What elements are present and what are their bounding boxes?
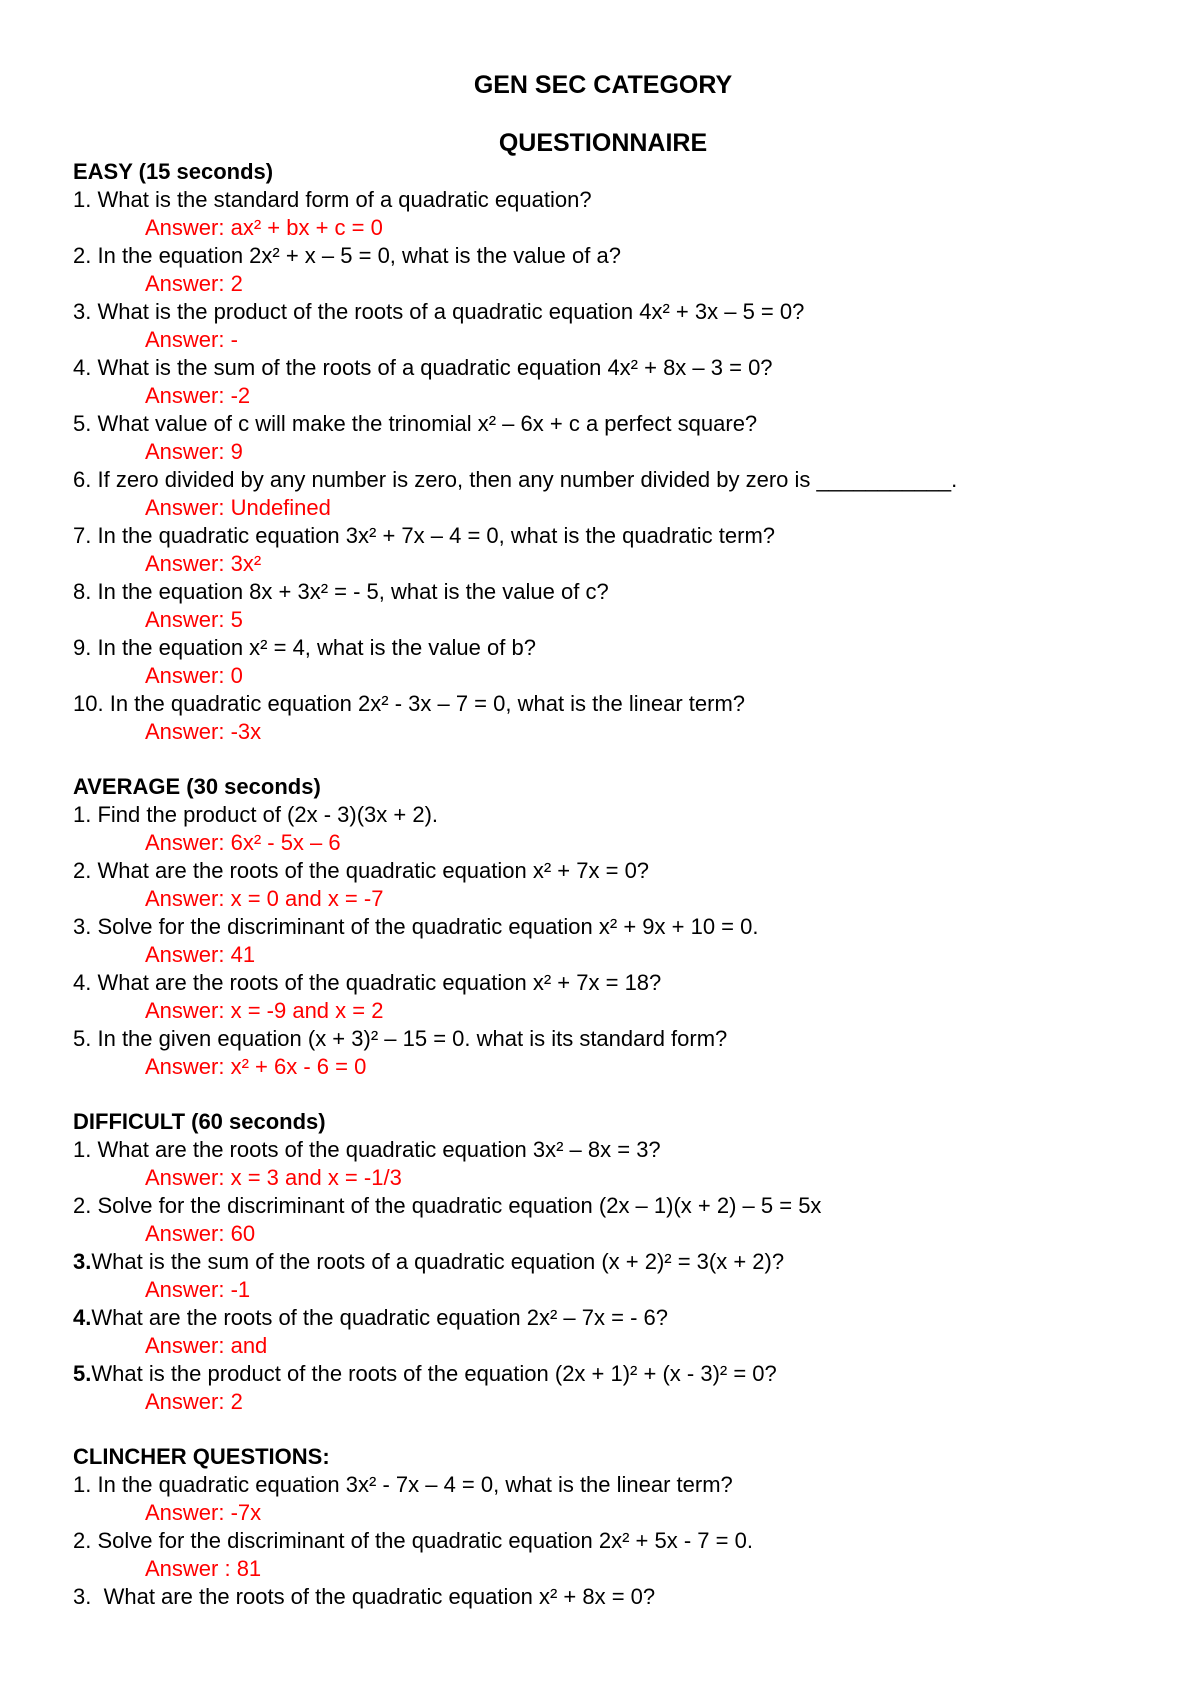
answer: Answer: 60	[145, 1221, 256, 1246]
question	[73, 186, 1133, 214]
answer: Answer: 6x² - 5x – 6	[145, 830, 341, 855]
question-text: In the equation x² = 4, what is the value of b?	[97, 635, 536, 660]
answer: Answer: x = 0 and x = -7	[145, 886, 384, 911]
question	[73, 690, 1133, 718]
section-difficult	[73, 1108, 1133, 1416]
question-text: What is the sum of the roots of a quadratic equation (x + 2)² = 3(x + 2)?	[91, 1249, 785, 1274]
section-heading: EASY (15 seconds)	[73, 159, 274, 184]
question-text: In the quadratic equation 2x² - 3x – 7 = 0, what is the linear term?	[109, 691, 746, 716]
question-number: 2.	[73, 1193, 92, 1218]
answer: Answer : 81	[145, 1556, 262, 1581]
question-number: 1.	[73, 1137, 92, 1162]
question-number: 4.	[73, 355, 92, 380]
answer: Answer: 41	[145, 942, 256, 967]
question-text: What are the roots of the quadratic equation x² + 7x = 0?	[97, 858, 650, 883]
question-text: Find the product of (2x - 3)(3x + 2).	[97, 802, 439, 827]
question-text: What is the sum of the roots of a quadratic equation 4x² + 8x – 3 = 0?	[97, 355, 773, 380]
answer: Answer: -1	[145, 1277, 251, 1302]
document-title: GEN SEC CATEGORY	[473, 71, 733, 99]
answer: Answer: 0	[145, 663, 243, 688]
question-text: Solve for the discriminant of the quadratic equation 2x² + 5x - 7 = 0.	[97, 1528, 753, 1553]
document-page	[73, 70, 1133, 1611]
answer: Answer: x² + 6x - 6 = 0	[145, 1054, 367, 1079]
answer: Answer: 2	[145, 271, 243, 296]
question	[73, 801, 1133, 829]
question-number: 5.	[73, 411, 92, 436]
question	[73, 634, 1133, 662]
answer: Answer: ax² + bx + c = 0	[145, 215, 383, 240]
question	[73, 1192, 1133, 1220]
question	[73, 242, 1133, 270]
question-number: 2.	[73, 858, 92, 883]
question-text: In the quadratic equation 3x² + 7x – 4 = 0, what is the quadratic term?	[97, 523, 776, 548]
question	[73, 1583, 1133, 1611]
question-text: In the given equation (x + 3)² – 15 = 0. what is its standard form?	[97, 1026, 728, 1051]
question	[73, 1527, 1133, 1555]
question	[73, 354, 1133, 382]
question	[73, 913, 1133, 941]
answer: Answer: 3x²	[145, 551, 262, 576]
question	[73, 1304, 1133, 1332]
answer: Answer: -7x	[145, 1500, 262, 1525]
question-number: 4.	[73, 1305, 92, 1330]
question-text: What is the product of the roots of a quadratic equation 4x² + 3x – 5 = 0?	[97, 299, 805, 324]
question	[73, 578, 1133, 606]
question-number: 3.	[73, 914, 92, 939]
section-average	[73, 773, 1133, 1081]
question-text: Solve for the discriminant of the quadratic equation (2x – 1)(x + 2) – 5 = 5x	[97, 1193, 822, 1218]
question-number: 3.	[73, 1249, 92, 1274]
section-heading: AVERAGE (30 seconds)	[73, 774, 321, 799]
question-number: 6.	[73, 467, 92, 492]
question-text: In the equation 2x² + x – 5 = 0, what is the value of a?	[97, 243, 621, 268]
question-text: What is the standard form of a quadratic equation?	[97, 187, 592, 212]
section-clincher	[73, 1443, 1133, 1611]
answer: Answer: Undefined	[145, 495, 331, 520]
question	[73, 298, 1133, 326]
answer: Answer: x = 3 and x = -1/3	[145, 1165, 402, 1190]
question-text: What are the roots of the quadratic equation x² + 8x = 0?	[97, 1584, 656, 1609]
answer: Answer: and	[145, 1333, 268, 1358]
question-number: 3.	[73, 299, 92, 324]
question-number: 3.	[73, 1584, 92, 1609]
question-text: What are the roots of the quadratic equation 2x² – 7x = - 6?	[91, 1305, 668, 1330]
section-easy	[73, 158, 1133, 746]
section-heading: CLINCHER QUESTIONS:	[73, 1444, 330, 1469]
answer: Answer: 2	[145, 1389, 243, 1414]
answer: Answer: -3x	[145, 719, 262, 744]
answer: Answer: -	[145, 327, 238, 352]
answer: Answer: x = -9 and x = 2	[145, 998, 384, 1023]
question-number: 1.	[73, 187, 92, 212]
question-text: Solve for the discriminant of the quadratic equation x² + 9x + 10 = 0.	[97, 914, 759, 939]
question-text: If zero divided by any number is zero, then any number divided by zero is ___________.	[97, 467, 958, 492]
question-number: 7.	[73, 523, 92, 548]
question	[73, 1360, 1133, 1388]
question-number: 1.	[73, 802, 92, 827]
question-number: 5.	[73, 1026, 92, 1051]
question-number: 1.	[73, 1472, 92, 1497]
question	[73, 1025, 1133, 1053]
question-number: 10.	[73, 691, 104, 716]
question-number: 2.	[73, 243, 92, 268]
question	[73, 969, 1133, 997]
question-text: What are the roots of the quadratic equation x² + 7x = 18?	[97, 970, 662, 995]
question	[73, 410, 1133, 438]
question-text: What are the roots of the quadratic equation 3x² – 8x = 3?	[97, 1137, 661, 1162]
section-heading: DIFFICULT (60 seconds)	[73, 1109, 326, 1134]
question	[73, 857, 1133, 885]
question-text: In the quadratic equation 3x² - 7x – 4 = 0, what is the linear term?	[97, 1472, 733, 1497]
question	[73, 466, 1133, 494]
question	[73, 522, 1133, 550]
document-subtitle: QUESTIONNAIRE	[498, 129, 708, 157]
question-text: What value of c will make the trinomial x² – 6x + c a perfect square?	[97, 411, 758, 436]
question-text: In the equation 8x + 3x² = - 5, what is the value of c?	[97, 579, 609, 604]
question	[73, 1248, 1133, 1276]
answer: Answer: -2	[145, 383, 251, 408]
question-text: What is the product of the roots of the equation (2x + 1)² + (x - 3)² = 0?	[91, 1361, 777, 1386]
answer: Answer: 5	[145, 607, 243, 632]
question-number: 5.	[73, 1361, 92, 1386]
question-number: 4.	[73, 970, 92, 995]
question-number: 8.	[73, 579, 92, 604]
answer: Answer: 9	[145, 439, 243, 464]
question-number: 2.	[73, 1528, 92, 1553]
question-number: 9.	[73, 635, 92, 660]
question	[73, 1471, 1133, 1499]
question	[73, 1136, 1133, 1164]
